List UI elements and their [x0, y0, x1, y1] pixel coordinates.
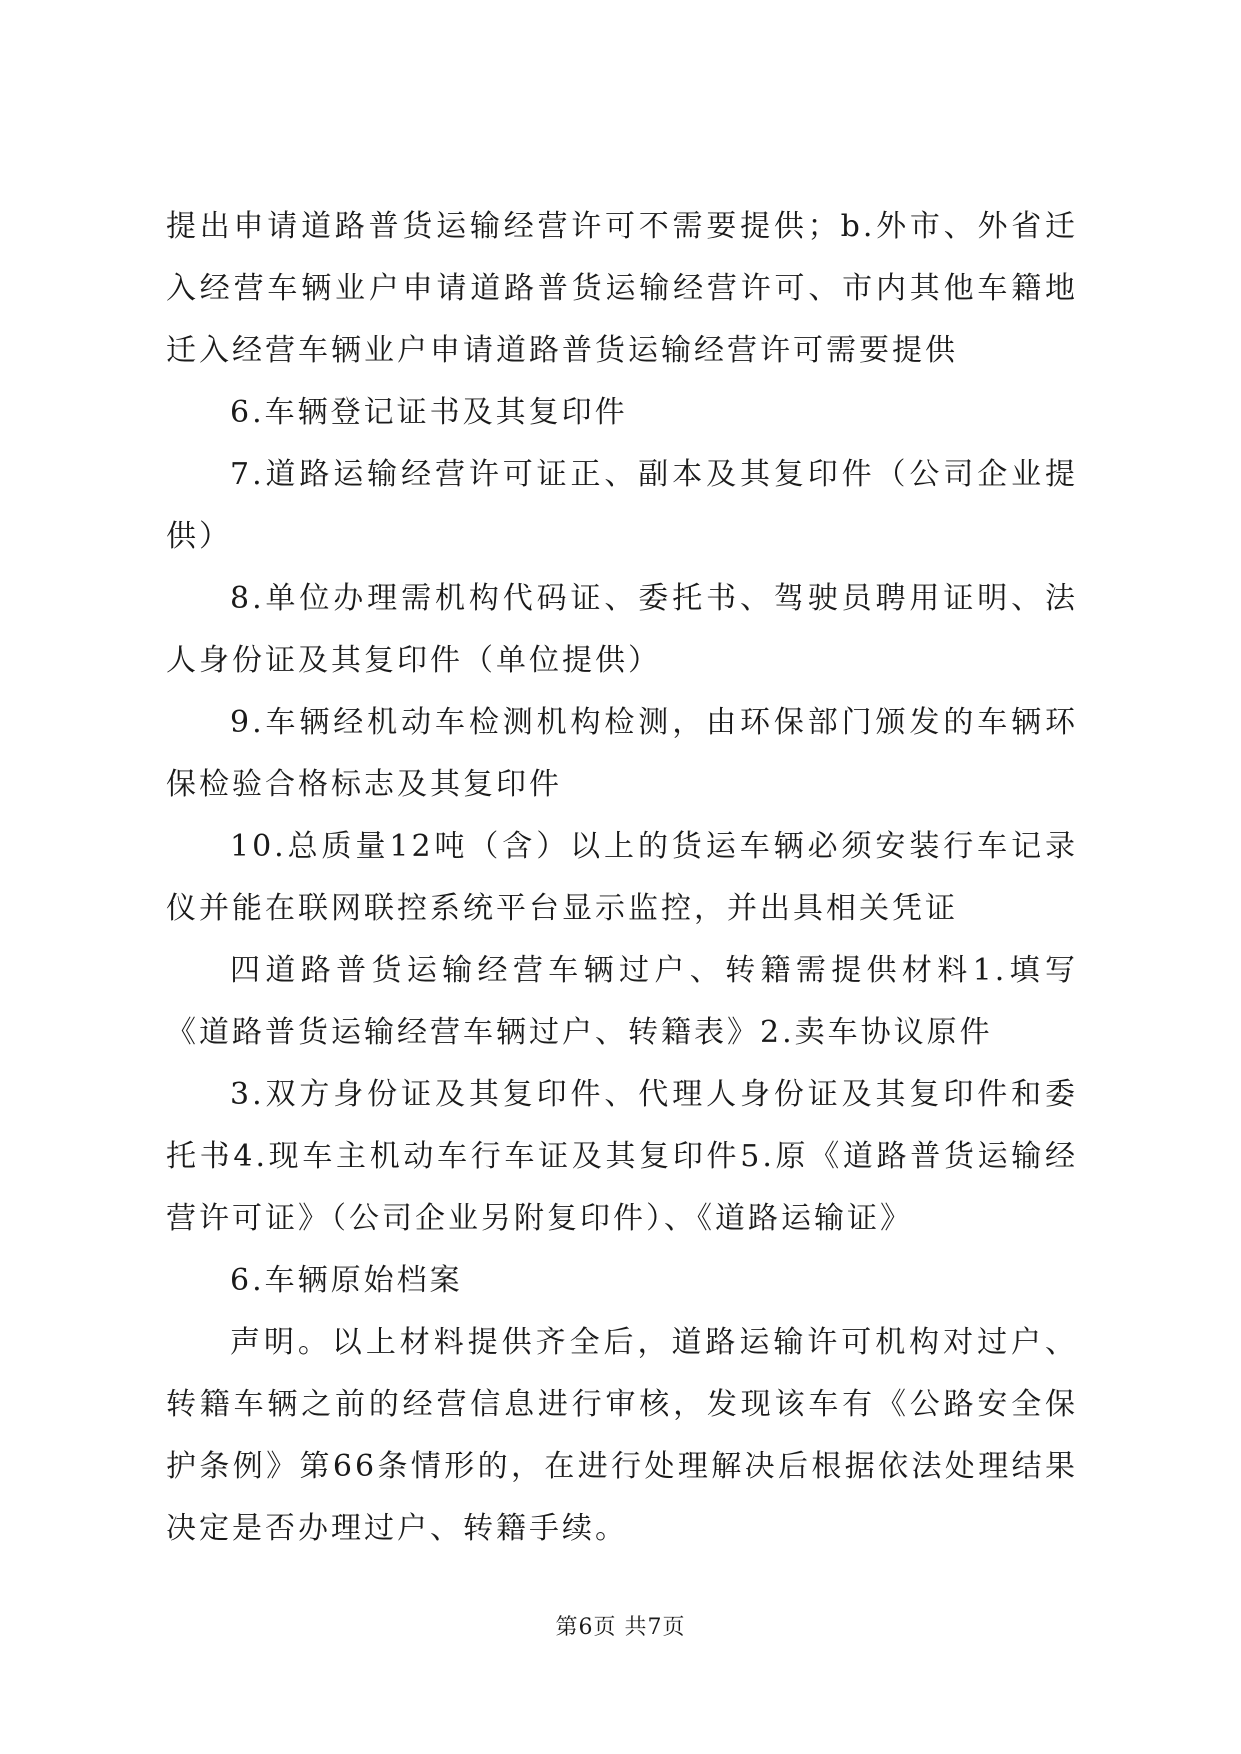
page-number-footer: 第6页 共7页 — [555, 1615, 686, 1640]
paragraph: 声明。以上材料提供齐全后，道路运输许可机构对过户、转籍车辆之前的经营信息进行审核，发现该车有《公路安全保护条例》第66条情形的，在进行处理解决后根据依法处理结果决定是否办理过户、转籍手续。 — [166, 1325, 1078, 1546]
paragraph: 3.双方身份证及其复印件、代理人身份证及其复印件和委托书4.现车主机动车行车证及其复印件5.原《道路普货运输经营许可证》（公司企业另附复印件）、《道路运输证》 — [166, 1077, 1078, 1236]
paragraph: 提出申请道路普货运输经营许可不需要提供；b.外市、外省迁入经营车辆业户申请道路普货运输经营许可、市内其他车籍地迁入经营车辆业户申请道路普货运输经营许可需要提供 — [166, 209, 1078, 368]
paragraph: 四道路普货运输经营车辆过户、转籍需提供材料1.填写《道路普货运输经营车辆过户、转籍表》2.卖车协议原件 — [166, 953, 1078, 1050]
paragraph: 6.车辆登记证书及其复印件 — [230, 395, 628, 430]
paragraph: 10.总质量12吨（含）以上的货运车辆必须安装行车记录仪并能在联网联控系统平台显示监控，并出具相关凭证 — [166, 829, 1078, 926]
document-body — [166, 196, 1078, 1560]
paragraph: 8.单位办理需机构代码证、委托书、驾驶员聘用证明、法人身份证及其复印件（单位提供） — [166, 581, 1078, 678]
paragraph: 6.车辆原始档案 — [230, 1263, 463, 1298]
paragraph: 7.道路运输经营许可证正、副本及其复印件（公司企业提供） — [166, 457, 1078, 554]
paragraph: 9.车辆经机动车检测机构检测，由环保部门颁发的车辆环保检验合格标志及其复印件 — [166, 705, 1078, 802]
